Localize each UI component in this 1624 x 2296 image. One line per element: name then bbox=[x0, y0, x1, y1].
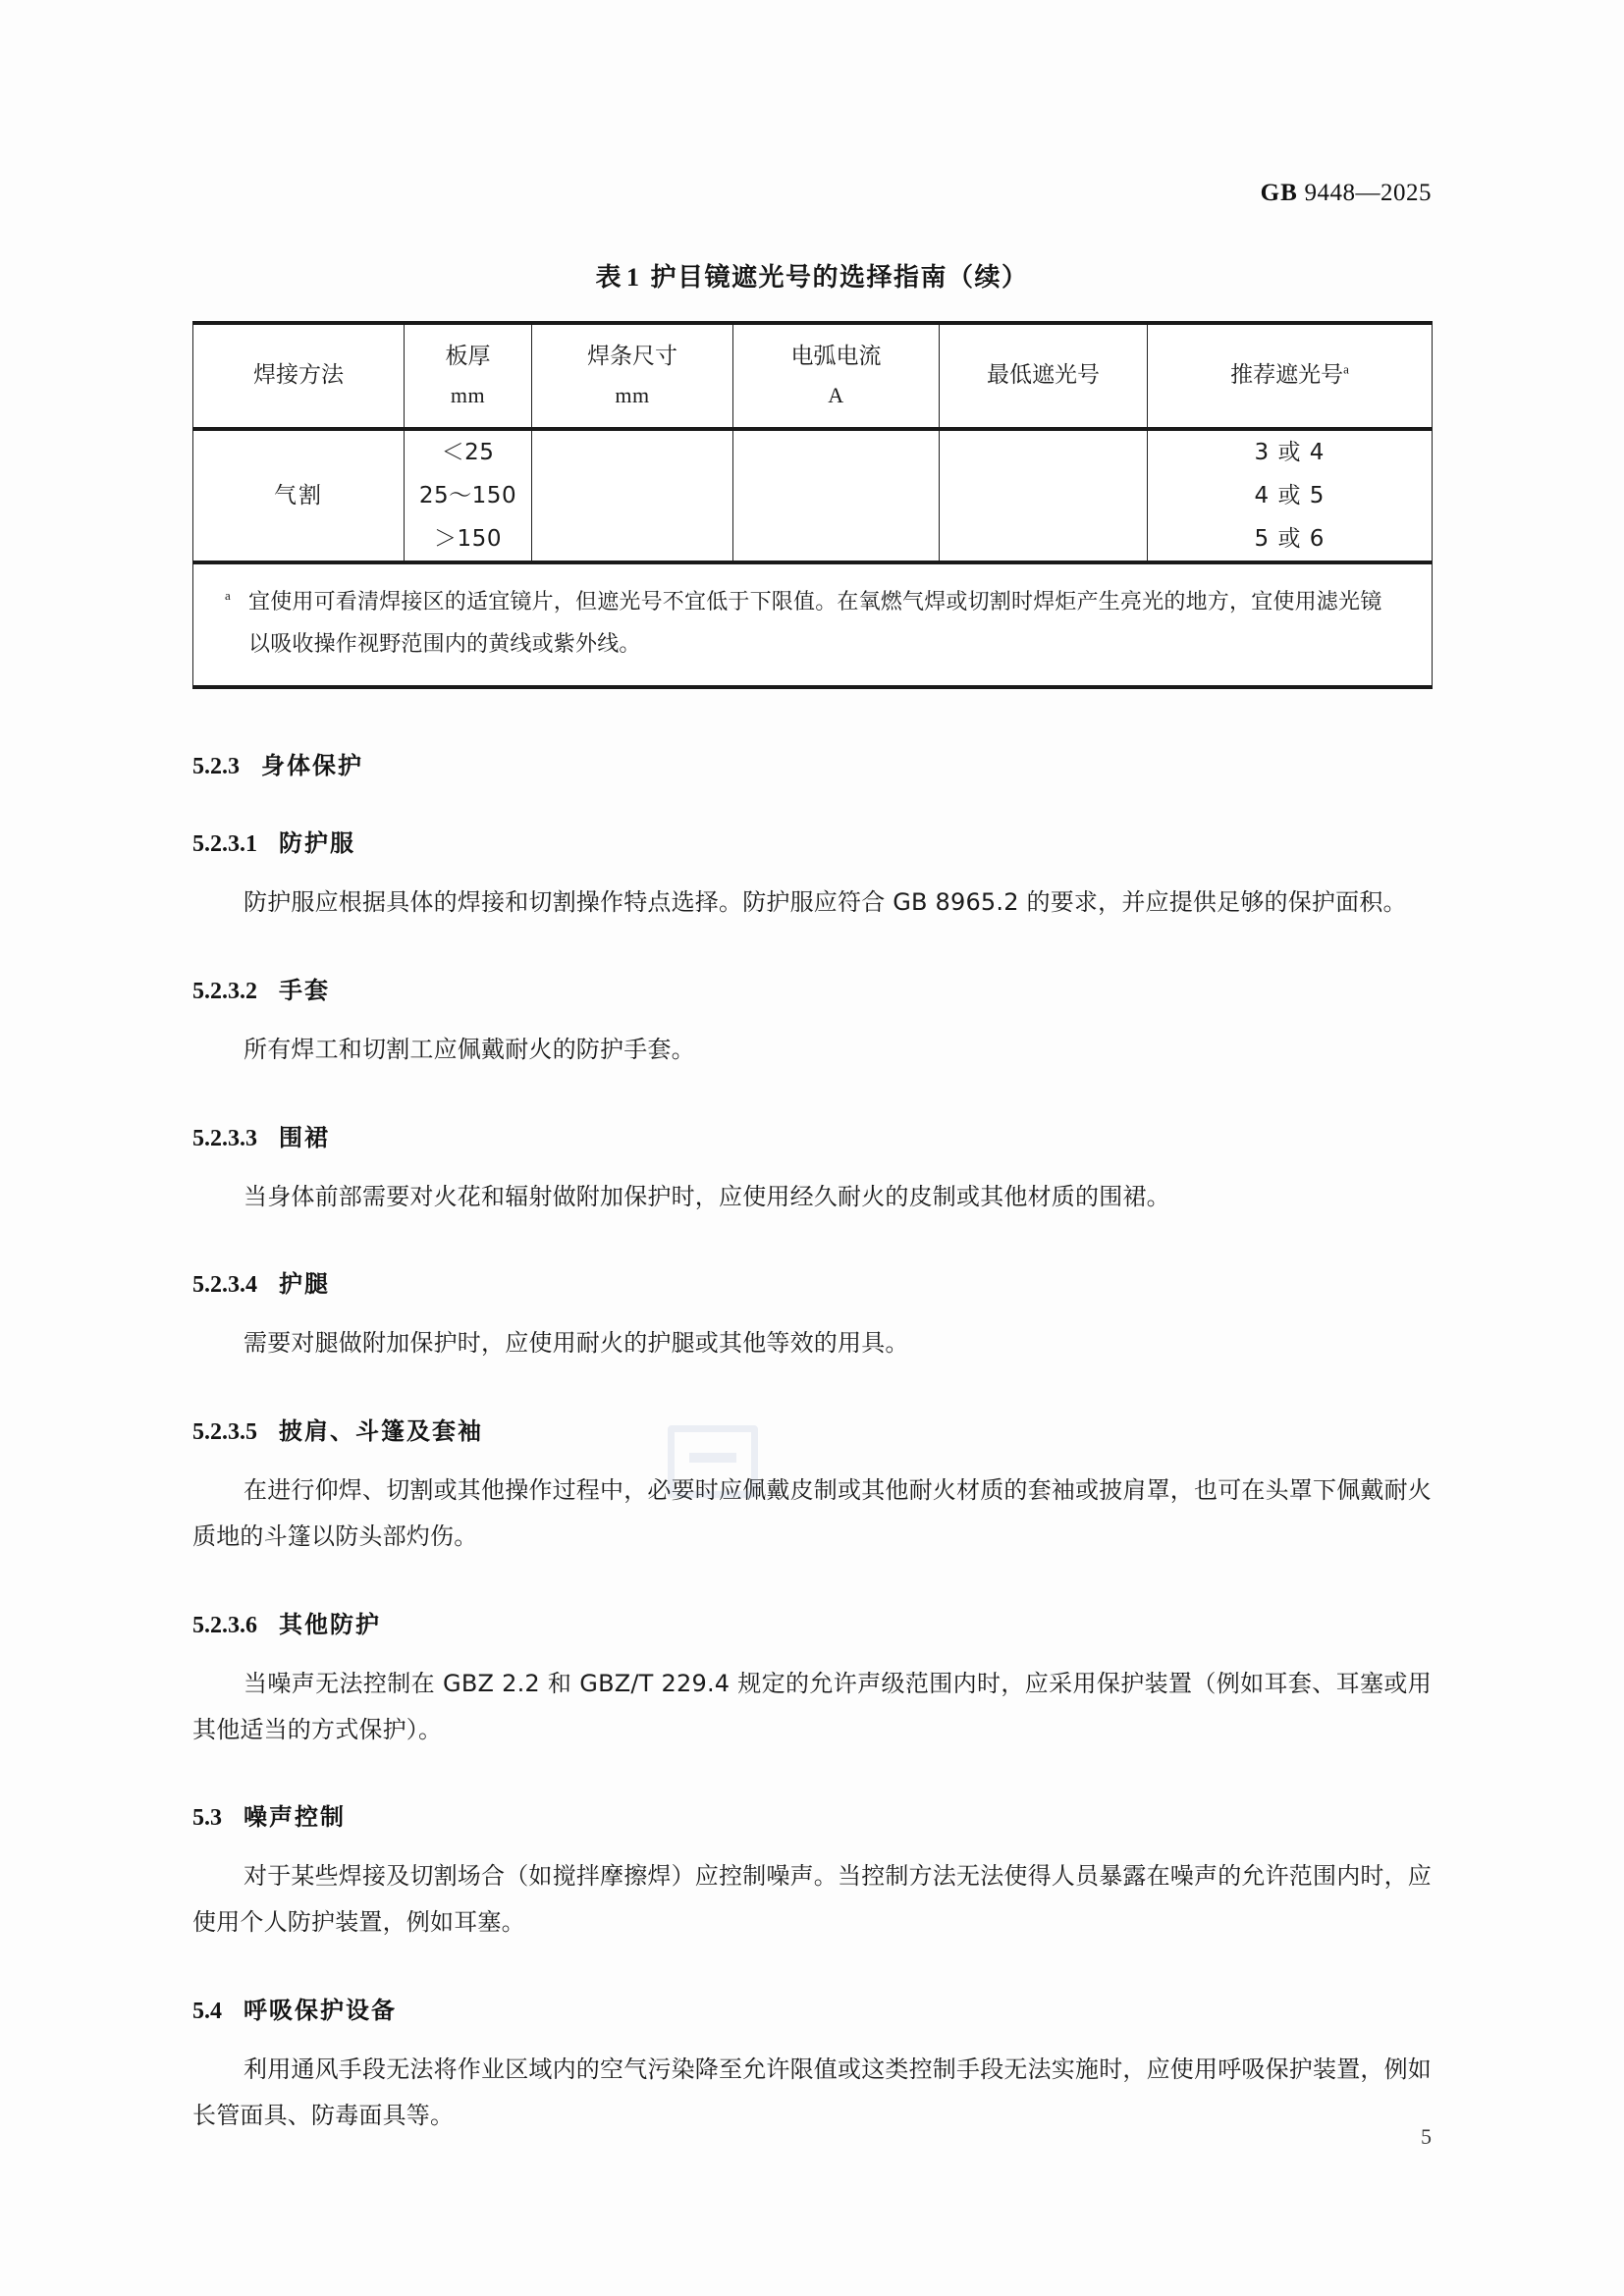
section-number: 5.2.3.2 bbox=[192, 978, 257, 1004]
table-footnote bbox=[223, 582, 1402, 665]
paragraph-5-3: 对于某些焊接及切割场合（如搅拌摩擦焊）应控制噪声。当控制方法无法使得人员暴露在噪声的允许范围内时，应使用个人防护装置，例如耳塞。 bbox=[192, 1862, 1432, 1937]
paragraph-5-2-3-6: 当噪声无法控制在 GBZ 2.2 和 GBZ/T 229.4 规定的允许声级范围内时，应采用保护装置（例如耳套、耳塞或用其他适当的方式保护）。 bbox=[192, 1669, 1432, 1743]
table-footnote-cell bbox=[193, 562, 1433, 686]
heading-5-3 bbox=[192, 1797, 1432, 1832]
column-title: 板厚 bbox=[445, 344, 491, 370]
table-footnote-row bbox=[193, 562, 1433, 686]
section-title: 手套 bbox=[279, 976, 330, 1004]
column-title: 推荐遮光号 bbox=[1230, 362, 1344, 389]
cell-electrode-size bbox=[532, 429, 733, 562]
section-title: 呼吸保护设备 bbox=[244, 1996, 397, 2024]
heading-5-2-3-6 bbox=[192, 1605, 1432, 1639]
cell-plate-thickness bbox=[405, 429, 532, 562]
heading-5-2-3-2 bbox=[192, 971, 1432, 1005]
table-caption bbox=[192, 257, 1432, 294]
running-header bbox=[1261, 180, 1432, 207]
page-content bbox=[192, 257, 1432, 2139]
paragraph-5-2-3-4: 需要对腿做附加保护时，应使用耐火的护腿或其他等效的用具。 bbox=[244, 1329, 909, 1358]
heading-5-2-3-1 bbox=[192, 824, 1432, 858]
column-header-welding-method bbox=[193, 323, 405, 429]
section-number: 5.2.3 bbox=[192, 753, 240, 779]
paragraph-5-2-3-3: 当身体前部需要对火花和辐射做附加保护时，应使用经久耐火的皮制或其他材质的围裙。 bbox=[244, 1182, 1170, 1210]
column-header-arc-current bbox=[733, 323, 940, 429]
cell-recommended-shade bbox=[1148, 429, 1433, 562]
shade-guide-table bbox=[192, 321, 1433, 689]
standard-number: 9448—2025 bbox=[1304, 180, 1432, 206]
section-number: 5.2.3.6 bbox=[192, 1612, 257, 1638]
thickness-value: 25～150 bbox=[418, 483, 517, 509]
paragraph-5-2-3-1: 防护服应根据具体的焊接和切割操作特点选择。防护服应符合 GB 8965.2 的要求，并应提供足够的保护面积。 bbox=[244, 887, 1407, 916]
section-title: 披肩、斗篷及套袖 bbox=[279, 1417, 483, 1446]
shade-value: 5 或 6 bbox=[1254, 526, 1326, 553]
column-header-plate-thickness bbox=[405, 323, 532, 429]
column-unit: mm bbox=[450, 382, 486, 407]
standard-prefix: GB bbox=[1260, 180, 1298, 206]
footnote-marker: a bbox=[225, 588, 231, 604]
paragraph-5-2-3-2: 所有焊工和切割工应佩戴耐火的防护手套。 bbox=[244, 1035, 695, 1063]
section-title: 围裙 bbox=[279, 1123, 330, 1151]
table-caption-number: 1 bbox=[626, 263, 641, 292]
section-title: 噪声控制 bbox=[244, 1803, 346, 1832]
section-number: 5.2.3.1 bbox=[192, 830, 257, 857]
page-number: 5 bbox=[1421, 2124, 1432, 2149]
section-number: 5.4 bbox=[192, 1998, 222, 2024]
section-title: 身体保护 bbox=[261, 751, 363, 779]
column-unit: A bbox=[828, 382, 844, 407]
thickness-value: ＞150 bbox=[434, 526, 502, 553]
column-title: 电弧电流 bbox=[790, 344, 882, 370]
table-row bbox=[193, 429, 1433, 562]
shade-value: 3 或 4 bbox=[1254, 440, 1326, 465]
heading-5-2-3-5 bbox=[192, 1412, 1432, 1446]
footnote-marker: a bbox=[1343, 361, 1349, 377]
heading-5-2-3 bbox=[192, 746, 1432, 780]
cell-minimum-shade bbox=[940, 429, 1148, 562]
cell-welding-method: 气割 bbox=[193, 429, 405, 562]
section-number: 5.2.3.4 bbox=[192, 1272, 257, 1299]
cell-arc-current bbox=[733, 429, 940, 562]
shade-value: 4 或 5 bbox=[1254, 483, 1326, 509]
column-title: 焊接方法 bbox=[253, 362, 344, 389]
column-header-recommended-shade bbox=[1148, 323, 1433, 429]
column-unit: mm bbox=[615, 382, 650, 407]
heading-5-4 bbox=[192, 1991, 1432, 2025]
section-title: 其他防护 bbox=[279, 1610, 381, 1638]
paragraph-5-4: 利用通风手段无法将作业区域内的空气污染降至允许限值或这类控制手段无法实施时，应使用呼吸保护装置，例如长管面具、防毒面具等。 bbox=[192, 2055, 1432, 2129]
heading-5-2-3-4 bbox=[192, 1264, 1432, 1299]
section-number: 5.3 bbox=[192, 1805, 222, 1832]
section-number: 5.2.3.5 bbox=[192, 1419, 257, 1446]
section-title: 护腿 bbox=[279, 1270, 330, 1299]
column-header-electrode-size bbox=[532, 323, 733, 429]
table-header-row bbox=[193, 323, 1433, 429]
paragraph-5-2-3-5: 在进行仰焊、切割或其他操作过程中，必要时应佩戴皮制或其他耐火材质的套袖或披肩罩，也可在头罩下佩戴耐火质地的斗篷以防头部灼伤。 bbox=[192, 1476, 1432, 1550]
heading-5-2-3-3 bbox=[192, 1118, 1432, 1152]
section-title: 防护服 bbox=[279, 828, 355, 857]
column-title: 最低遮光号 bbox=[987, 362, 1100, 389]
table-caption-label: 表 bbox=[595, 263, 623, 293]
column-header-minimum-shade bbox=[940, 323, 1148, 429]
table-caption-title: 护目镜遮光号的选择指南（续） bbox=[650, 263, 1029, 293]
section-number: 5.2.3.3 bbox=[192, 1125, 257, 1151]
thickness-value: ＜25 bbox=[441, 440, 495, 465]
column-title: 焊条尺寸 bbox=[587, 344, 677, 370]
footnote-text: 宜使用可看清焊接区的适宜镜片，但遮光号不宜低于下限值。在氧燃气焊或切割时焊炬产生亮光的地方，宜使用滤光镜以吸收操作视野范围内的黄线或紫外线。 bbox=[248, 590, 1382, 657]
